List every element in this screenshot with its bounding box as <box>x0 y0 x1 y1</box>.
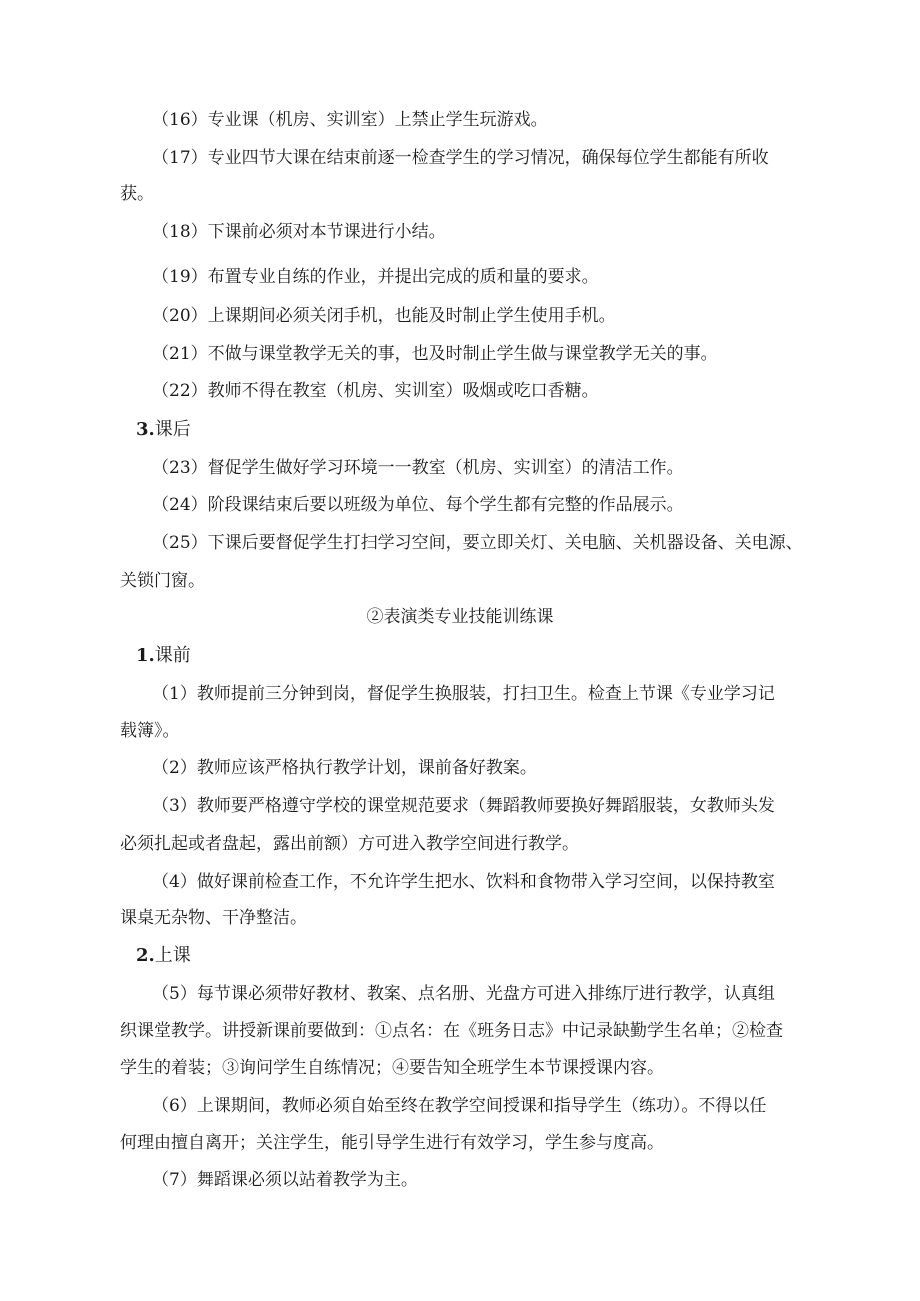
section-number: 3. <box>136 419 155 440</box>
section-title: 上课 <box>154 945 191 966</box>
item-16: （16）专业课（机房、实训室）上禁止学生玩游戏。 <box>152 110 548 130</box>
section-number: 1. <box>136 645 155 666</box>
section-heading-in-class <box>0 944 920 968</box>
section-title: 课后 <box>154 419 191 440</box>
item-3-line-1: （3）教师要严格遵守学校的课堂规范要求（舞蹈教师要换好舞蹈服装，女教师头发 <box>152 796 775 816</box>
section-heading-after-class <box>0 418 920 442</box>
item-5-line-1: （5）每节课必须带好教材、教案、点名册、光盘方可进入排练厅进行教学，认真组 <box>152 984 775 1004</box>
section-number: 2. <box>136 945 155 966</box>
item-7: （7）舞蹈课必须以站着教学为主。 <box>152 1170 418 1190</box>
item-17-line-1: （17）专业四节大课在结束前逐一检查学生的学习情况，确保每位学生都能有所收 <box>152 148 769 168</box>
item-1-line-1: （1）教师提前三分钟到岗，督促学生换服装，打扫卫生。检查上节课《专业学习记 <box>152 684 775 704</box>
item-6-line-2: 何理由擅自离开；关注学生，能引导学生进行有效学习，学生参与度高。 <box>120 1133 664 1153</box>
item-2: （2）教师应该严格执行教学计划，课前备好教案。 <box>152 758 537 778</box>
item-25-line-2: 关锁门窗。 <box>120 571 205 591</box>
item-18: （18）下课前必须对本节课进行小结。 <box>152 222 446 242</box>
item-17-line-2: 获。 <box>120 184 154 204</box>
item-3-line-2: 必须扎起或者盘起，露出前额）方可进入教学空间进行教学。 <box>120 834 579 854</box>
item-5-line-3: 学生的着装；③询问学生自练情况；④要告知全班学生本节课授课内容。 <box>120 1058 664 1078</box>
item-22: （22）教师不得在教室（机房、实训室）吸烟或吃口香糖。 <box>152 381 599 401</box>
section-heading-before-class <box>0 644 920 668</box>
item-5-line-2: 织课堂教学。讲授新课前要做到：①点名：在《班务日志》中记录缺勤学生名单；②检查 <box>120 1021 783 1041</box>
item-6-line-1: （6）上课期间，教师必须自始至终在教学空间授课和指导学生（练功）。不得以任 <box>152 1096 767 1116</box>
item-4-line-1: （4）做好课前检查工作，不允许学生把水、饮料和食物带入学习空间，以保持教室 <box>152 872 775 892</box>
subsection-title: ②表演类专业技能训练课 <box>366 607 554 627</box>
item-25-line-1: （25）下课后要督促学生打扫学习空间，要立即关灯、关电脑、关机器设备、关电源、 <box>152 533 803 553</box>
item-1-line-2: 载簿》。 <box>120 721 180 741</box>
item-20: （20）上课期间必须关闭手机，也能及时制止学生使用手机。 <box>152 306 616 326</box>
item-24: （24）阶段课结束后要以班级为单位、每个学生都有完整的作品展示。 <box>152 495 684 515</box>
section-title: 课前 <box>154 645 191 666</box>
item-19: （19）布置专业自练的作业，并提出完成的质和量的要求。 <box>152 267 599 287</box>
item-23: （23）督促学生做好学习环境一一教室（机房、实训室）的清洁工作。 <box>152 458 684 478</box>
item-4-line-2: 课桌无杂物、干净整洁。 <box>120 908 307 928</box>
item-21: （21）不做与课堂教学无关的事，也及时制止学生做与课堂教学无关的事。 <box>152 344 718 364</box>
